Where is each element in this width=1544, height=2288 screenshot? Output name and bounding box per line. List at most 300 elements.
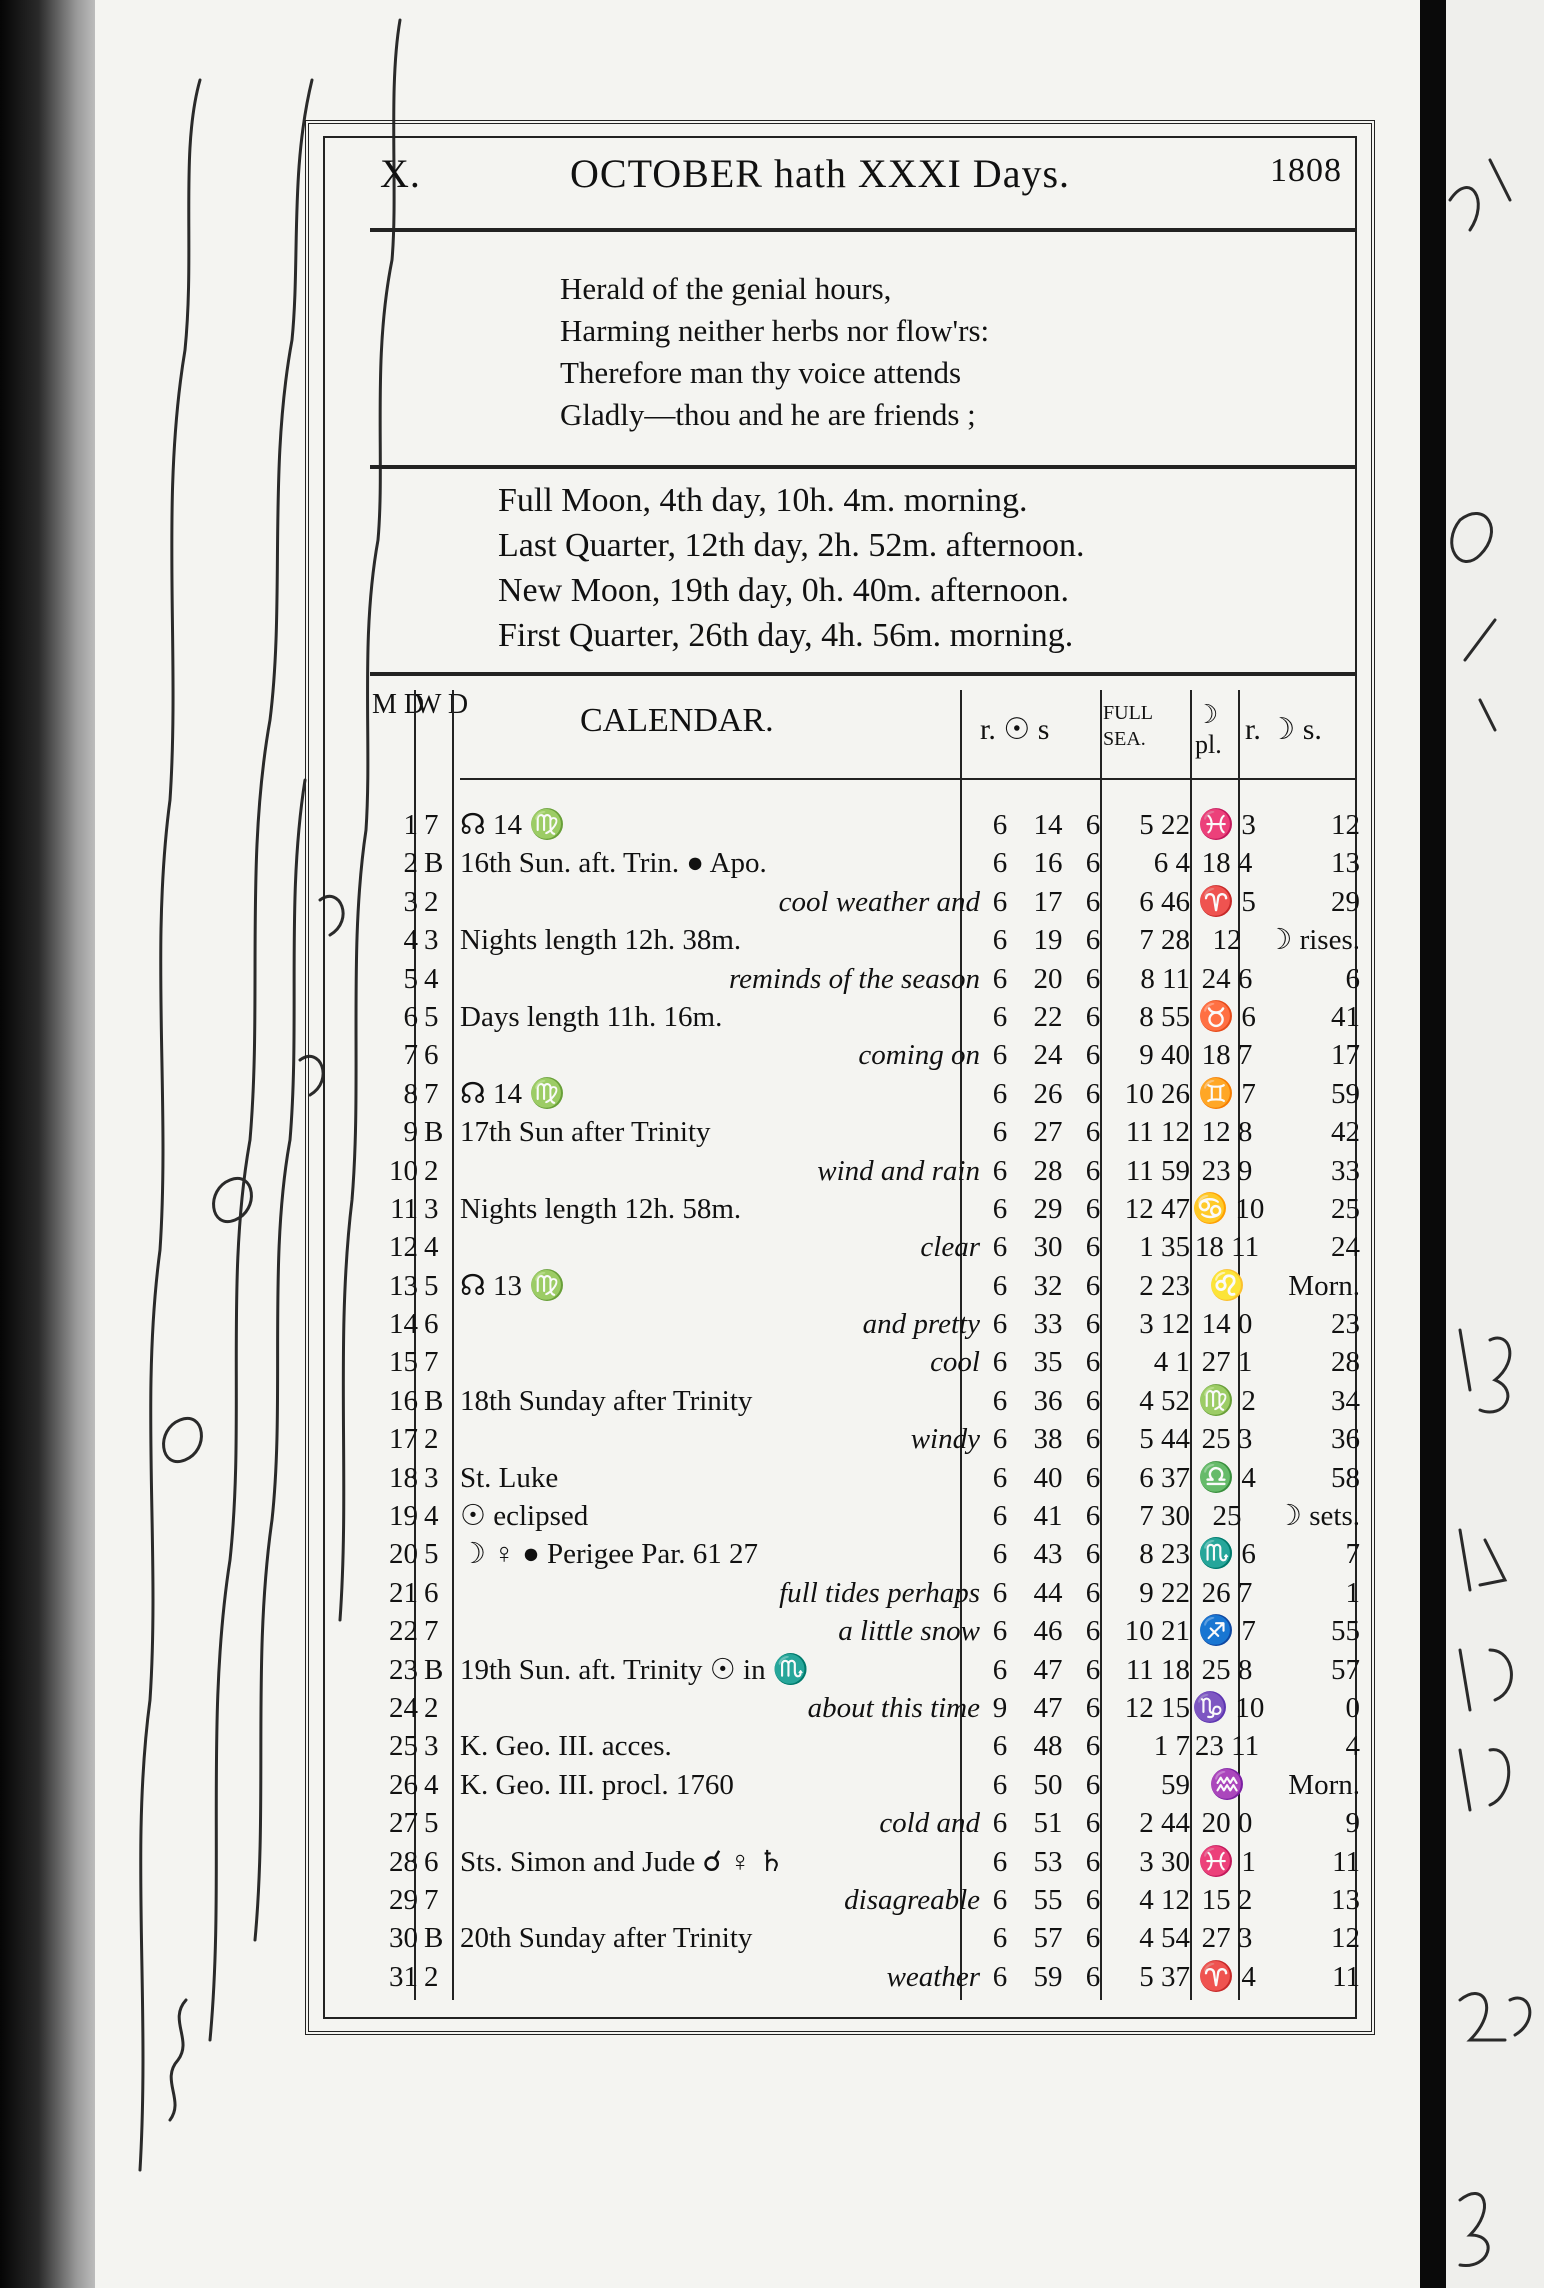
sun-minutes: 29 <box>1033 1192 1063 1225</box>
sun-rise-hour: 6 <box>992 1883 1008 1916</box>
moon-place: 25 3 <box>1201 1423 1253 1456</box>
full-sea-time: 10 21 <box>1124 1615 1190 1648</box>
sun-set-hour: 6 <box>1085 1768 1101 1801</box>
calendar-entry: Nights length 12h. 38m. <box>460 924 742 957</box>
moon-place: 12 <box>1212 924 1242 957</box>
poem-rule <box>370 465 1355 469</box>
week-day: 7 <box>424 1077 439 1110</box>
moon-place: 14 0 <box>1201 1308 1253 1341</box>
week-day: 7 <box>424 809 439 841</box>
full-sea-time: 4 52 <box>1139 1384 1190 1417</box>
month-day: 29 <box>389 1883 418 1916</box>
month-day: 6 <box>403 1000 418 1033</box>
month-day: 30 <box>389 1922 418 1955</box>
sun-minutes: 40 <box>1033 1461 1063 1494</box>
week-day: 6 <box>424 1845 439 1878</box>
moon-rise-set: Morn. <box>1288 1269 1360 1302</box>
calendar-row <box>370 844 1365 882</box>
calendar-table <box>370 806 1365 1996</box>
sun-minutes: 57 <box>1033 1922 1063 1955</box>
sun-set-hour: 6 <box>1085 1269 1101 1302</box>
full-sea-time: 6 4 <box>1153 847 1190 880</box>
sun-rise-hour: 6 <box>992 1308 1008 1341</box>
calendar-row <box>370 1727 1365 1765</box>
moon-place: ♐ 7 <box>1198 1615 1256 1648</box>
moon-rise-set: 34 <box>1331 1384 1360 1417</box>
full-sea-time: 5 44 <box>1139 1423 1190 1456</box>
week-day: 6 <box>424 1039 439 1072</box>
calendar-entry: cool weather and <box>778 885 980 918</box>
sun-minutes: 38 <box>1033 1423 1063 1456</box>
week-day: 6 <box>424 1576 439 1609</box>
calendar-row <box>370 1305 1365 1343</box>
moon-rise-set: 13 <box>1331 847 1360 880</box>
moon-phases <box>498 478 1085 658</box>
calendar-row <box>370 1689 1365 1727</box>
sun-rise-hour: 6 <box>992 1461 1008 1494</box>
full-sea-time: 4 1 <box>1153 1346 1190 1379</box>
calendar-row <box>370 1343 1365 1381</box>
sun-set-hour: 6 <box>1085 1154 1101 1187</box>
sun-set-hour: 6 <box>1085 1807 1101 1840</box>
calendar-row <box>370 1843 1365 1881</box>
week-day: B <box>424 1116 444 1149</box>
moon-place: ♊ 7 <box>1198 1077 1256 1110</box>
moon-place: 27 3 <box>1201 1922 1253 1955</box>
moon-phase-line: New Moon, 19th day, 0h. 40m. afternoon. <box>498 572 1069 609</box>
sun-rise-hour: 6 <box>992 1116 1008 1149</box>
sun-rise-hour: 6 <box>992 1423 1008 1456</box>
moon-rise-set: 23 <box>1331 1308 1360 1341</box>
month-day: 7 <box>403 1039 418 1072</box>
moon-rise-set: 17 <box>1331 1039 1360 1072</box>
calendar-row <box>370 960 1365 998</box>
calendar-entry: ☽ ♀ ● Perigee Par. 61 27 <box>460 1538 759 1571</box>
month-day: 16 <box>389 1384 418 1417</box>
week-day: 2 <box>424 1154 439 1187</box>
full-sea-time: 10 26 <box>1124 1077 1190 1110</box>
facing-page-edge <box>1446 0 1544 2288</box>
col-moon-rises-sets: r. ☽ s. <box>1245 713 1322 746</box>
week-day: 2 <box>424 1691 439 1724</box>
calendar-row <box>370 1190 1365 1228</box>
full-sea-time: 1 35 <box>1139 1231 1190 1264</box>
sun-set-hour: 6 <box>1085 1384 1101 1417</box>
sun-set-hour: 6 <box>1085 1922 1101 1955</box>
sun-set-hour: 6 <box>1085 1116 1101 1149</box>
sun-rise-hour: 6 <box>992 1730 1008 1763</box>
full-sea-time: 5 37 <box>1139 1960 1190 1993</box>
sun-rise-hour: 6 <box>992 1231 1008 1264</box>
week-day: 2 <box>424 1960 439 1993</box>
calendar-row <box>370 1420 1365 1458</box>
calendar-row <box>370 1804 1365 1842</box>
week-day: 7 <box>424 1615 439 1648</box>
sun-minutes: 59 <box>1033 1960 1063 1993</box>
full-sea-time: 6 46 <box>1139 885 1190 918</box>
sun-rise-hour: 6 <box>992 1269 1008 1302</box>
calendar-entry: 16th Sun. aft. Trin. ● Apo. <box>460 847 767 880</box>
sun-rise-hour: 6 <box>992 1653 1008 1686</box>
moon-rise-set: ☽ rises. <box>1266 924 1360 957</box>
calendar-row <box>370 1651 1365 1689</box>
calendar-entry: weather <box>886 1960 980 1993</box>
sun-minutes: 44 <box>1033 1576 1063 1609</box>
calendar-entry: about this time <box>807 1691 980 1724</box>
calendar-entry: ☊ 14 ♍ <box>460 1077 566 1110</box>
calendar-row <box>370 1612 1365 1650</box>
moon-place: 25 <box>1212 1500 1242 1533</box>
column-header-rule <box>460 778 1355 780</box>
moon-place: ♈ 4 <box>1198 1960 1256 1993</box>
month-day: 22 <box>389 1615 418 1648</box>
sun-set-hour: 6 <box>1085 1538 1101 1571</box>
month-number: X. <box>380 151 421 196</box>
month-day: 2 <box>403 847 418 880</box>
sun-set-hour: 6 <box>1085 1308 1101 1341</box>
sun-minutes: 24 <box>1033 1039 1063 1072</box>
sun-rise-hour: 6 <box>992 1922 1008 1955</box>
calendar-entry: full tides perhaps <box>779 1576 980 1609</box>
calendar-entry: and pretty <box>862 1308 980 1341</box>
poem-line: Gladly—thou and he are friends ; <box>560 397 976 432</box>
book-spine <box>0 0 110 2288</box>
month-day: 5 <box>403 962 418 995</box>
sun-minutes: 50 <box>1033 1768 1063 1801</box>
calendar-row <box>370 1382 1365 1420</box>
month-day: 20 <box>389 1538 418 1571</box>
sun-set-hour: 6 <box>1085 1653 1101 1686</box>
moon-rise-set: 11 <box>1332 1845 1360 1878</box>
calendar-entry: 17th Sun after Trinity <box>460 1116 711 1149</box>
moon-rise-set: 57 <box>1331 1653 1360 1686</box>
moon-place: ♓ 1 <box>1198 1845 1256 1878</box>
calendar-entry: 20th Sunday after Trinity <box>460 1922 753 1955</box>
sun-set-hour: 6 <box>1085 1231 1101 1264</box>
month-day: 25 <box>389 1730 418 1763</box>
page-gutter <box>1420 0 1446 2288</box>
calendar-entry: K. Geo. III. acces. <box>460 1730 672 1763</box>
week-day: 5 <box>424 1807 439 1840</box>
calendar-row <box>370 1267 1365 1305</box>
moon-rise-set: 6 <box>1345 962 1360 995</box>
moon-rise-set: 59 <box>1331 1077 1360 1110</box>
full-sea-time: 5 22 <box>1139 809 1190 841</box>
moon-place: 26 7 <box>1201 1576 1253 1609</box>
week-day: 4 <box>424 1231 439 1264</box>
week-day: B <box>424 1653 444 1686</box>
moon-rise-set: 12 <box>1331 809 1360 841</box>
calendar-entry: clear <box>920 1231 980 1264</box>
calendar-entry: windy <box>910 1423 980 1456</box>
moon-place: ♏ 6 <box>1198 1538 1256 1571</box>
full-sea-time: 2 44 <box>1139 1807 1190 1840</box>
week-day: 5 <box>424 1000 439 1033</box>
week-day: 2 <box>424 1423 439 1456</box>
header-rule <box>370 228 1355 232</box>
full-sea-time: 4 12 <box>1139 1883 1190 1916</box>
moon-place: ♓ 3 <box>1198 809 1256 841</box>
month-day: 26 <box>389 1768 418 1801</box>
sun-rise-hour: 6 <box>992 1576 1008 1609</box>
calendar-entry: cool <box>930 1346 980 1379</box>
month-day: 12 <box>389 1231 418 1264</box>
moon-rise-set: 25 <box>1331 1192 1360 1225</box>
sun-minutes: 16 <box>1033 847 1063 880</box>
calendar-entry: Days length 11h. 16m. <box>460 1000 723 1033</box>
year: 1808 <box>1270 152 1342 189</box>
moon-rise-set: 29 <box>1331 885 1360 918</box>
full-sea-time: 12 47 <box>1124 1192 1190 1225</box>
moon-place: ♈ 5 <box>1198 885 1256 918</box>
calendar-entry: K. Geo. III. procl. 1760 <box>460 1768 734 1801</box>
moon-place: ♌ <box>1208 1269 1246 1302</box>
sun-minutes: 47 <box>1033 1691 1063 1724</box>
moon-rise-set: 55 <box>1331 1615 1360 1648</box>
calendar-row <box>370 1113 1365 1151</box>
month-day: 13 <box>389 1269 418 1302</box>
moon-rise-set: 28 <box>1331 1346 1360 1379</box>
sun-rise-hour: 6 <box>992 1039 1008 1072</box>
sun-rise-hour: 6 <box>992 885 1008 918</box>
full-sea-time: 4 54 <box>1139 1922 1190 1955</box>
calendar-row <box>370 806 1365 844</box>
sun-minutes: 28 <box>1033 1154 1063 1187</box>
sun-set-hour: 6 <box>1085 847 1101 880</box>
moon-rise-set: ☽ sets. <box>1276 1500 1360 1533</box>
sun-minutes: 55 <box>1033 1883 1063 1916</box>
sun-rise-hour: 6 <box>992 1845 1008 1878</box>
calendar-entry: disagreable <box>844 1883 980 1916</box>
calendar-row <box>370 1459 1365 1497</box>
sun-minutes: 51 <box>1033 1807 1063 1840</box>
month-day: 3 <box>403 885 418 918</box>
sun-rise-hour: 9 <box>992 1691 1008 1724</box>
moon-rise-set: 7 <box>1345 1538 1360 1571</box>
calendar-entry: wind and rain <box>817 1154 980 1187</box>
calendar-entry: St. Luke <box>460 1461 559 1494</box>
moon-place: 15 2 <box>1201 1883 1253 1916</box>
sun-rise-hour: 6 <box>992 1960 1008 1993</box>
week-day: 2 <box>424 885 439 918</box>
full-sea-time: 59 <box>1161 1768 1190 1801</box>
moon-phase-line: Full Moon, 4th day, 10h. 4m. morning. <box>498 482 1028 519</box>
moon-place: ♍ 2 <box>1198 1384 1256 1417</box>
week-day: B <box>424 847 444 880</box>
calendar-entry: ☊ 13 ♍ <box>460 1269 566 1302</box>
moon-place: 23 11 <box>1194 1730 1260 1763</box>
month-day: 17 <box>389 1423 418 1456</box>
sun-minutes: 47 <box>1033 1653 1063 1686</box>
moon-place: 18 11 <box>1194 1231 1260 1264</box>
calendar-row <box>370 921 1365 959</box>
sun-minutes: 30 <box>1033 1231 1063 1264</box>
full-sea-time: 6 37 <box>1139 1461 1190 1494</box>
sun-set-hour: 6 <box>1085 1461 1101 1494</box>
col-sun: r. ☉ s <box>980 713 1050 746</box>
sun-rise-hour: 6 <box>992 847 1008 880</box>
moon-rise-set: 41 <box>1331 1000 1360 1033</box>
sun-rise-hour: 6 <box>992 1192 1008 1225</box>
sun-set-hour: 6 <box>1085 1423 1101 1456</box>
sun-rise-hour: 6 <box>992 1615 1008 1648</box>
sun-set-hour: 6 <box>1085 924 1101 957</box>
sun-rise-hour: 6 <box>992 1500 1008 1533</box>
moon-place: 20 0 <box>1201 1807 1253 1840</box>
sun-minutes: 27 <box>1033 1116 1063 1149</box>
week-day: 3 <box>424 1192 439 1225</box>
week-day: 4 <box>424 1500 439 1533</box>
moon-place: 18 7 <box>1201 1039 1253 1072</box>
calendar-row <box>370 1535 1365 1573</box>
sun-rise-hour: 6 <box>992 1154 1008 1187</box>
week-day: 5 <box>424 1538 439 1571</box>
moon-place: 23 9 <box>1201 1154 1253 1187</box>
full-sea-time: 7 28 <box>1139 924 1190 957</box>
sun-minutes: 46 <box>1033 1615 1063 1648</box>
sun-minutes: 43 <box>1033 1538 1063 1571</box>
sun-rise-hour: 6 <box>992 1538 1008 1571</box>
moon-rise-set: 58 <box>1331 1461 1360 1494</box>
poem-line: Harming neither herbs nor flow'rs: <box>560 313 990 348</box>
sun-set-hour: 6 <box>1085 1576 1101 1609</box>
week-day: 7 <box>424 1346 439 1379</box>
col-month-day: M D <box>372 689 425 720</box>
sun-minutes: 32 <box>1033 1269 1063 1302</box>
month-day: 1 <box>403 809 418 841</box>
sun-minutes: 14 <box>1033 809 1063 841</box>
month-day: 15 <box>389 1346 418 1379</box>
poem-verse <box>560 268 989 436</box>
moon-rise-set: 9 <box>1345 1807 1360 1840</box>
month-day: 21 <box>389 1576 418 1609</box>
moon-place: 24 6 <box>1201 962 1253 995</box>
month-day: 18 <box>389 1461 418 1494</box>
sun-minutes: 19 <box>1033 924 1063 957</box>
sun-set-hour: 6 <box>1085 1039 1101 1072</box>
calendar-entry: ☊ 14 ♍ <box>460 809 566 841</box>
calendar-row <box>370 1036 1365 1074</box>
full-sea-time: 11 18 <box>1125 1653 1190 1686</box>
month-day: 24 <box>389 1691 418 1724</box>
month-day: 28 <box>389 1845 418 1878</box>
week-day: 7 <box>424 1883 439 1916</box>
sun-minutes: 17 <box>1033 885 1063 918</box>
week-day: B <box>424 1922 444 1955</box>
full-sea-time: 9 40 <box>1139 1039 1190 1072</box>
month-day: 11 <box>390 1192 418 1225</box>
full-sea-time: 9 22 <box>1139 1576 1190 1609</box>
calendar-entry: 18th Sunday after Trinity <box>460 1384 753 1417</box>
moon-rise-set: 1 <box>1345 1576 1360 1609</box>
month-day: 31 <box>389 1960 418 1993</box>
calendar-row <box>370 1574 1365 1612</box>
month-day: 8 <box>403 1077 418 1110</box>
sun-set-hour: 6 <box>1085 1615 1101 1648</box>
calendar-row <box>370 1497 1365 1535</box>
month-day: 27 <box>389 1807 418 1840</box>
sun-minutes: 22 <box>1033 1000 1063 1033</box>
sun-set-hour: 6 <box>1085 1845 1101 1878</box>
calendar-row <box>370 1228 1365 1266</box>
moon-rise-set: 36 <box>1331 1423 1360 1456</box>
month-day: 19 <box>389 1500 418 1533</box>
calendar-row <box>370 883 1365 921</box>
full-sea-time: 8 23 <box>1139 1538 1190 1571</box>
sun-minutes: 53 <box>1033 1845 1063 1878</box>
sun-rise-hour: 6 <box>992 809 1008 841</box>
sun-set-hour: 6 <box>1085 1500 1101 1533</box>
calendar-row <box>370 1919 1365 1957</box>
moon-place: 18 4 <box>1201 847 1253 880</box>
full-sea-time: 12 15 <box>1124 1691 1190 1724</box>
week-day: 6 <box>424 1308 439 1341</box>
poem-line: Therefore man thy voice attends <box>560 355 962 390</box>
sun-set-hour: 6 <box>1085 1960 1101 1993</box>
moon-rise-set: 0 <box>1345 1691 1360 1724</box>
moon-rise-set: 12 <box>1331 1922 1360 1955</box>
sun-rise-hour: 6 <box>992 1346 1008 1379</box>
sun-set-hour: 6 <box>1085 809 1101 841</box>
calendar-entry: Sts. Simon and Jude ☌ ♀ ♄ <box>460 1845 785 1878</box>
moon-rise-set: 42 <box>1331 1116 1360 1149</box>
sun-rise-hour: 6 <box>992 924 1008 957</box>
month-day: 10 <box>389 1154 418 1187</box>
full-sea-time: 3 12 <box>1139 1308 1190 1341</box>
week-day: 4 <box>424 1768 439 1801</box>
week-day: 3 <box>424 1730 439 1763</box>
sun-rise-hour: 6 <box>992 1077 1008 1110</box>
calendar-row <box>370 1766 1365 1804</box>
sun-minutes: 20 <box>1033 962 1063 995</box>
sun-minutes: 48 <box>1033 1730 1063 1763</box>
calendar-row <box>370 998 1365 1036</box>
moon-rise-set: Morn. <box>1288 1768 1360 1801</box>
sun-rise-hour: 6 <box>992 1384 1008 1417</box>
calendar-entry: cold and <box>879 1807 980 1840</box>
sun-minutes: 36 <box>1033 1384 1063 1417</box>
moon-phase-line: First Quarter, 26th day, 4h. 56m. morning. <box>498 617 1074 654</box>
sun-set-hour: 6 <box>1085 1730 1101 1763</box>
week-day: B <box>424 1384 444 1417</box>
moon-rise-set: 11 <box>1332 1960 1360 1993</box>
full-sea-time: 11 12 <box>1125 1116 1190 1149</box>
sun-set-hour: 6 <box>1085 1346 1101 1379</box>
calendar-entry: reminds of the season <box>728 962 980 995</box>
sun-set-hour: 6 <box>1085 1192 1101 1225</box>
week-day: 3 <box>424 1461 439 1494</box>
full-sea-time: 8 55 <box>1139 1000 1190 1033</box>
moon-rise-set: 24 <box>1331 1231 1360 1264</box>
full-sea-time: 8 11 <box>1140 962 1190 995</box>
sun-rise-hour: 6 <box>992 1768 1008 1801</box>
moon-place: 25 8 <box>1201 1653 1253 1686</box>
sun-set-hour: 6 <box>1085 962 1101 995</box>
moon-place: 12 8 <box>1201 1116 1253 1149</box>
calendar-row <box>370 1881 1365 1919</box>
calendar-entry: a little snow <box>838 1615 980 1648</box>
sun-set-hour: 6 <box>1085 1077 1101 1110</box>
moon-phase-line: Last Quarter, 12th day, 2h. 52m. afternoon. <box>498 527 1085 564</box>
month-day: 23 <box>389 1653 418 1686</box>
moon-rise-set: 33 <box>1331 1154 1360 1187</box>
page-title: OCTOBER hath XXXI Days. <box>570 151 1071 196</box>
month-day: 9 <box>403 1116 418 1149</box>
calendar-row <box>370 1152 1365 1190</box>
col-week-day: W D <box>415 689 469 720</box>
full-sea-time: 1 7 <box>1153 1730 1190 1763</box>
sun-minutes: 33 <box>1033 1308 1063 1341</box>
